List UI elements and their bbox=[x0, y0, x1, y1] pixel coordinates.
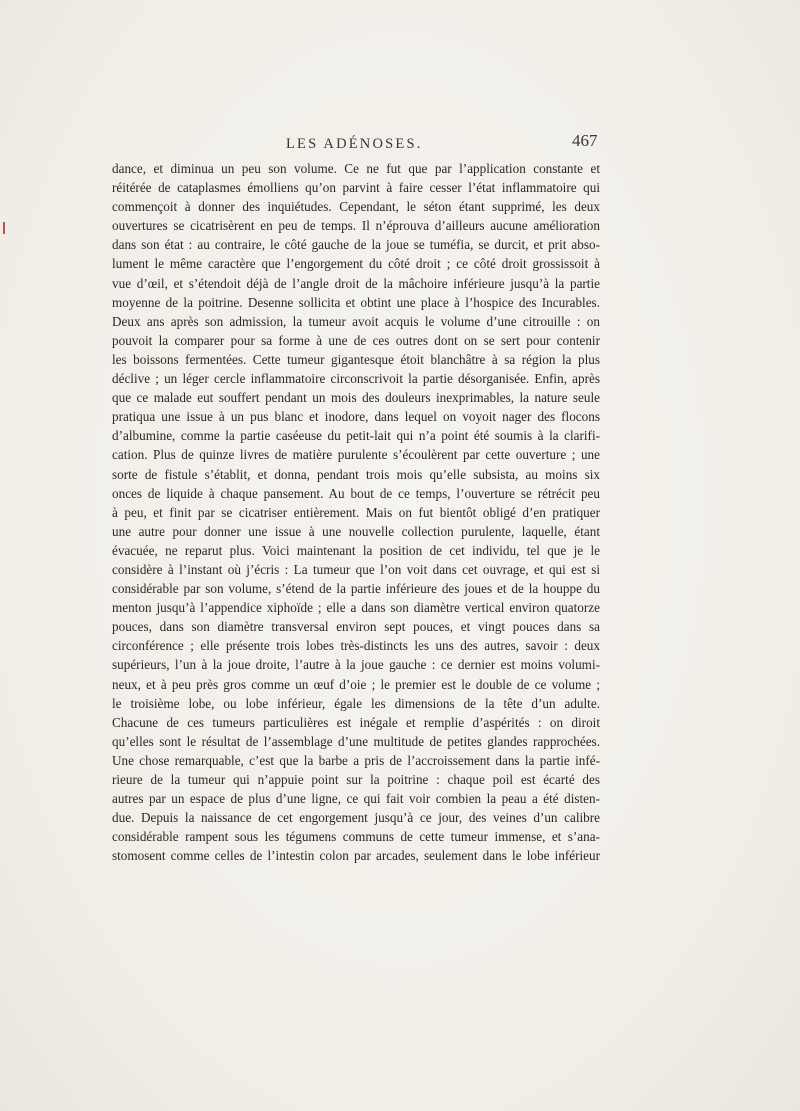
text-line: réitérée de cataplasmes émolliens qu’on parvint à faire cesser l’état inflammatoire qui bbox=[112, 180, 600, 196]
text-line: qu’elles sont le résultat de l’assemblage d’une multitude de petites glandes rapprochées. bbox=[112, 733, 600, 749]
text-line: moyenne de la poitrine. Desenne sollicita et obtint une place à l’hospice des Incurables. bbox=[112, 294, 600, 310]
text-line: considère à l’instant où j’écris : La tumeur que l’on voit dans cet ouvrage, et qui est si bbox=[112, 561, 600, 577]
text-line: menton jusqu’à l’appendice xiphoïde ; elle a dans son diamètre vertical environ quatorze bbox=[112, 600, 600, 616]
text-line: déclive ; un léger cercle inflammatoire circonscrivoit la partie désorganisée. Enfin, après bbox=[112, 371, 600, 387]
text-line: pouces, dans son diamètre transversal environ sept pouces, et vingt pouces dans sa bbox=[112, 619, 600, 635]
text-line: supérieurs, l’un à la joue droite, l’autre à la joue gauche : ce dernier est moins volumi- bbox=[112, 657, 600, 673]
edge-mark bbox=[3, 222, 5, 234]
text-line: Chacune de ces tumeurs particulières est inégale et remplie d’aspérités : on diroit bbox=[112, 714, 600, 730]
text-line: sorte de fistule s’établit, et donna, pendant trois mois qu’elle subsista, au moins six bbox=[112, 466, 600, 482]
text-line: à peu, et finit par se cicatriser entièrement. Mais on fut bientôt obligé d’en pratiquer bbox=[112, 504, 600, 520]
page-number: 467 bbox=[572, 131, 598, 150]
text-line: onces de liquide à chaque pansement. Au bout de ce temps, l’ouverture se rétrécit peu bbox=[112, 485, 600, 501]
text-line: Deux ans après son admission, la tumeur avoit acquis le volume d’une citrouille : on bbox=[112, 313, 600, 329]
text-line: que ce malade eut souffert pendant un mois des douleurs inexprimables, la nature seule bbox=[112, 390, 600, 406]
text-line: autres par un espace de plus d’une ligne, ce qui fait voir combien la peau a été disten- bbox=[112, 791, 600, 807]
body-text bbox=[112, 159, 600, 865]
text-line: considérable par son volume, s’étend de la partie inférieure des joues et de la houppe du bbox=[112, 581, 600, 597]
text-line: lument le même caractère que l’engorgement du côté droit ; ce côté droit grossissoit à bbox=[112, 256, 600, 272]
text-line: Une chose remarquable, c’est que la barbe a pris de l’accroissement dans la partie infé- bbox=[112, 752, 600, 768]
text-line: dans son état : au contraire, le côté gauche de la joue se tuméfia, se durcit, et prit abso- bbox=[112, 237, 600, 253]
text-line: commençoit à donner des inquiétudes. Cependant, le séton étant supprimé, les deux bbox=[112, 199, 600, 215]
text-line: les boissons fermentées. Cette tumeur gigantesque étoit blanchâtre à sa région la plus bbox=[112, 351, 600, 367]
text-line: une autre pour donner une issue à une nouvelle collection purulente, laquelle, étant bbox=[112, 523, 600, 539]
text-line: dance, et diminua un peu son volume. Ce ne fut que par l’application constante et bbox=[112, 161, 600, 176]
text-line: d’albumine, comme la partie caséeuse du petit-lait qui n’a point été soumis à la clarifi- bbox=[112, 428, 600, 444]
text-line: vue d’œil, et s’étendoit déjà de l’angle droit de la mâchoire inférieure jusqu’à la partie bbox=[112, 275, 600, 291]
text-line: pouvoit la comparer pour sa forme à une de ces outres dont on se sert pour contenir bbox=[112, 332, 600, 348]
text-line: évacuée, ne reparut plus. Voici maintenant la position de cet individu, tel que je le bbox=[112, 542, 600, 558]
text-line: cation. Plus de quinze livres de matière purulente s’écoulèrent par cette ouverture ; une bbox=[112, 447, 600, 463]
text-line: circonférence ; elle présente trois lobes très-distincts les uns des autres, savoir : deux bbox=[112, 638, 600, 654]
text-line: stomosent comme celles de l’intestin colon par arcades, seulement dans le lobe inférieur bbox=[112, 848, 600, 864]
text-line: neux, et à peu près gros comme un œuf d’oie ; le premier est le double de ce volume ; bbox=[112, 676, 600, 692]
text-line: ouvertures se cicatrisèrent en peu de temps. Il n’éprouva d’ailleurs aucune amélioration bbox=[112, 218, 600, 234]
text-line: considérable rampent sous les tégumens communs de cette tumeur immense, et s’ana- bbox=[112, 829, 600, 845]
running-title: LES ADÉNOSES. bbox=[286, 136, 423, 152]
text-line: le troisième lobe, ou lobe inférieur, égale les dimensions de la tête d’un adulte. bbox=[112, 695, 600, 711]
text-line: pratiqua une issue à un pus blanc et inodore, dans lequel on voyoit nager des flocons bbox=[112, 409, 600, 425]
text-line: rieure de la tumeur qui n’appuie point sur la poitrine : chaque poil est écarté des bbox=[112, 772, 600, 787]
text-line: due. Depuis la naissance de cet engorgement jusqu’à ce jour, des veines d’un calibre bbox=[112, 810, 600, 826]
